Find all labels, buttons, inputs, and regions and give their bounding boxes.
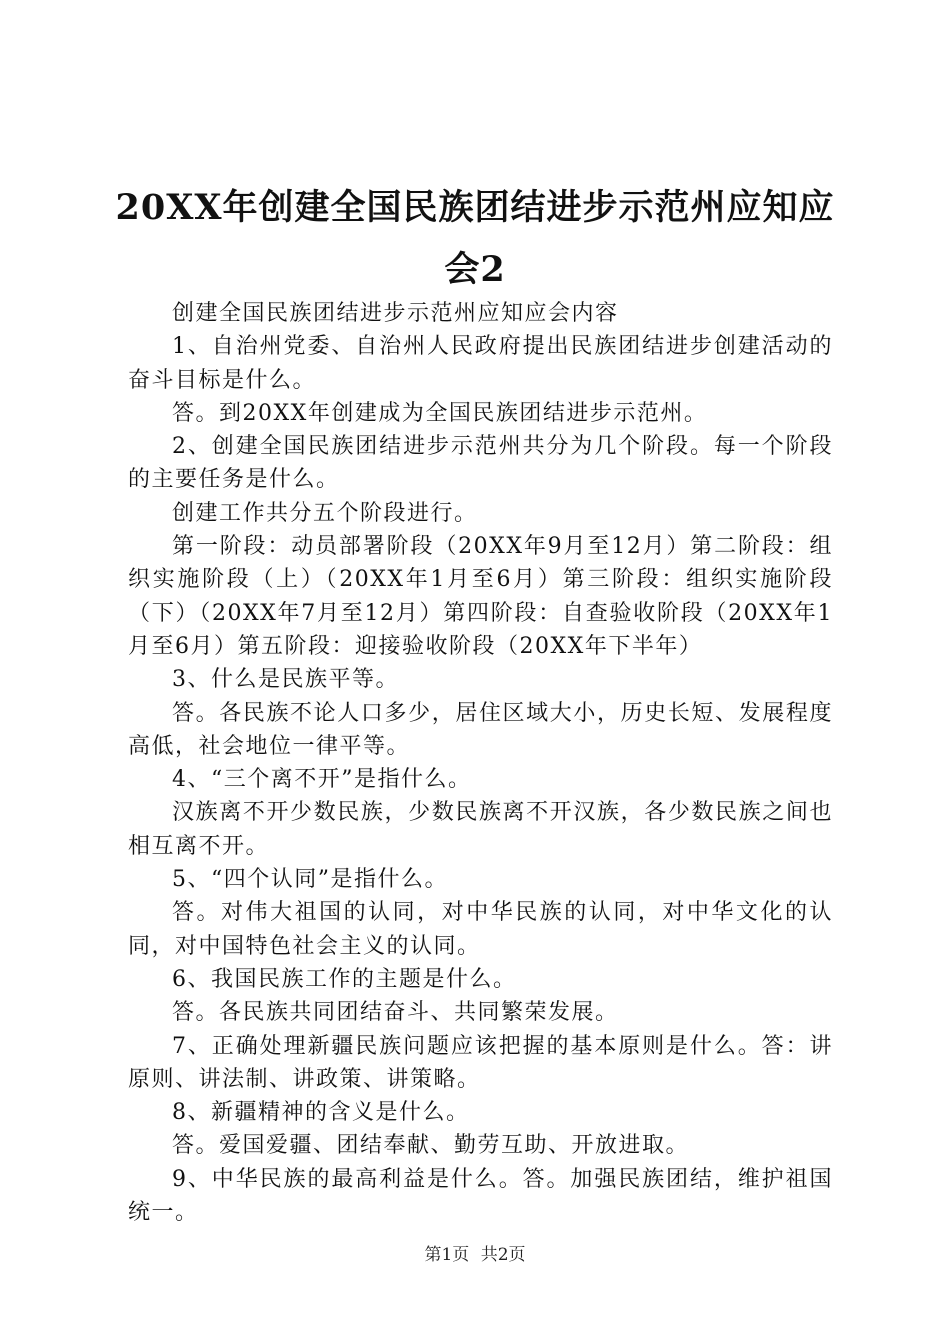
page-footer xyxy=(0,1245,950,1265)
paragraph: 汉族离不开少数民族，少数民族离不开汉族，各少数民族之间也相互离不开。 xyxy=(128,800,833,859)
paragraph: 4、“三个离不开”是指什么。 xyxy=(172,767,472,793)
paragraph: 答。各民族共同团结奋斗、共同繁荣发展。 xyxy=(172,1000,619,1026)
paragraph: 7、正确处理新疆民族问题应该把握的基本原则是什么。答：讲原则、讲法制、讲政策、讲策略。 xyxy=(128,1033,833,1092)
page-number: 第1页 xyxy=(424,1245,470,1265)
paragraph: 3、什么是民族平等。 xyxy=(172,667,399,693)
document-body xyxy=(128,297,833,1229)
paragraph: 5、“四个认同”是指什么。 xyxy=(172,867,448,893)
document-title-line-2: 会2 xyxy=(444,249,506,290)
paragraph: 8、新疆精神的含义是什么。 xyxy=(172,1100,470,1126)
paragraph: 创建全国民族团结进步示范州应知应会内容 xyxy=(172,301,619,326)
paragraph: 答。爱国爱疆、团结奉献、勤劳互助、开放进取。 xyxy=(172,1133,690,1159)
paragraph: 答。到20XX年创建成为全国民族团结进步示范州。 xyxy=(172,400,708,426)
paragraph: 2、创建全国民族团结进步示范州共分为几个阶段。每一个阶段的主要任务是什么。 xyxy=(128,434,833,493)
paragraph: 答。对伟大祖国的认同，对中华民族的认同，对中华文化的认同，对中国特色社会主义的认同。 xyxy=(128,900,833,959)
paragraph: 答。各民族不论人口多少，居住区域大小，历史长短、发展程度高低，社会地位一律平等。 xyxy=(128,700,833,759)
page-total: 共2页 xyxy=(480,1245,526,1265)
paragraph: 9、中华民族的最高利益是什么。答。加强民族团结，维护祖国统一。 xyxy=(128,1166,833,1226)
paragraph: 第一阶段：动员部署阶段（20XX年9月至12月）第二阶段：组织实施阶段（上）（20XX年1月至6月）第三阶段：组织实施阶段（下）（20XX年7月至12月）第四阶段：自查验收阶段（20XX年1月至6月）第五阶段：迎接验收阶段（20XX年下半年） xyxy=(128,534,833,659)
document-title-line-1: 20XX年创建全国民族团结进步示范州应知应 xyxy=(115,187,835,228)
paragraph: 6、我国民族工作的主题是什么。 xyxy=(172,966,517,992)
paragraph: 1、自治州党委、自治州人民政府提出民族团结进步创建活动的奋斗目标是什么。 xyxy=(128,334,833,393)
paragraph: 创建工作共分五个阶段进行。 xyxy=(172,500,478,526)
